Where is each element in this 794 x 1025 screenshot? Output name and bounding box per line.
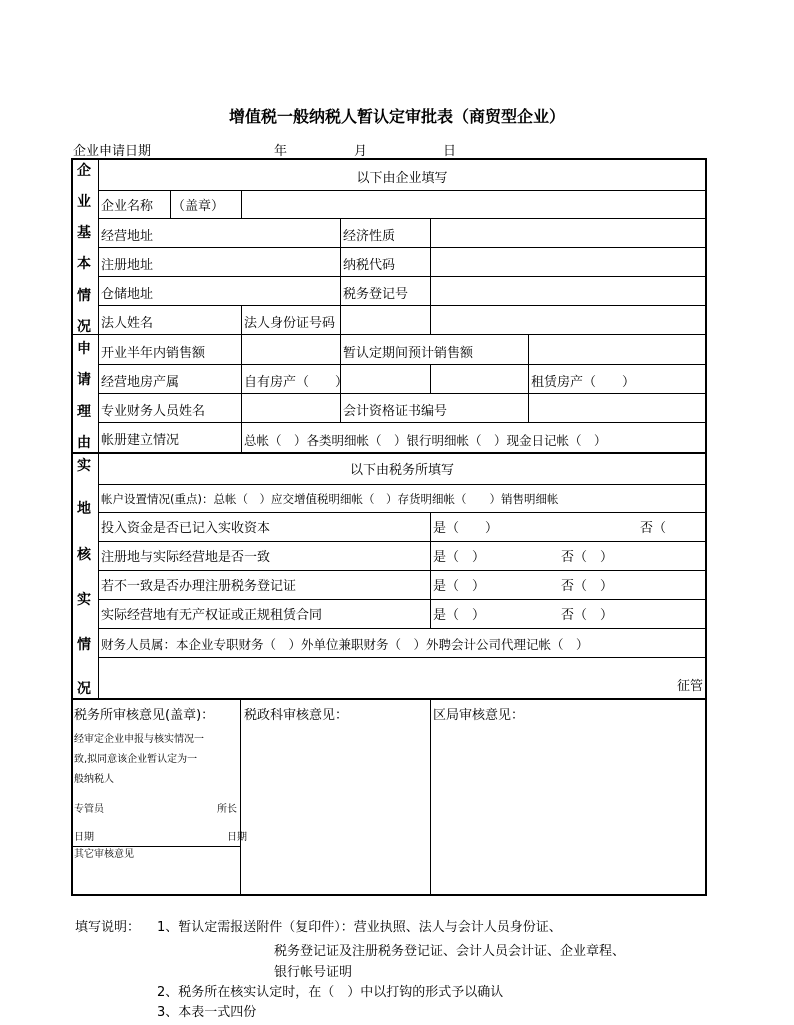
- notes-item1-line3: 银行帐号证明: [274, 965, 353, 980]
- books-status-label: 帐册建立情况: [101, 433, 180, 448]
- collection-label: 征管: [677, 679, 704, 694]
- district-review-title: 区局审核意见：: [433, 708, 525, 723]
- address-consistent-label: 注册地与实际经营地是否一致: [101, 550, 271, 565]
- enterprise-section-header: 以下由企业填写: [356, 171, 448, 186]
- apply-date-label: 企业申请日期: [73, 144, 152, 159]
- accountant-name-label: 专业财务人员姓名: [101, 404, 206, 419]
- lease-no-option: 否（ ）: [561, 608, 614, 623]
- capital-recorded-label: 投入资金是否已记入实收资本: [101, 521, 271, 536]
- finance-staff-label: 财务人员属：本企业专职财务（ ）外单位兼职财务（ ）外聘会计公司代理记帐（ ）: [101, 637, 589, 652]
- side-label-verify-5: 情: [77, 637, 91, 653]
- capital-yes-option: 是（ ）: [433, 521, 499, 536]
- consistent-no-option: 否（ ）: [561, 550, 614, 565]
- enterprise-name-label: 企业名称: [101, 199, 154, 214]
- consistent-yes-option: 是（ ）: [433, 550, 486, 565]
- tax-section-header: 以下由税务所填写: [349, 463, 454, 478]
- legal-id-label: 法人身份证号码: [244, 316, 336, 331]
- rent-property-option: 租赁房产（ ）: [531, 375, 636, 390]
- notes-label: 填写说明：: [75, 920, 141, 935]
- expected-sales-label: 暂认定期间预计销售额: [343, 346, 474, 361]
- side-label-apply-1: 申: [77, 341, 91, 357]
- other-review-label: 其它审核意见: [74, 849, 134, 860]
- notes-item1-line2: 税务登记证及注册税务登记证、会计人员会计证、企业章程、: [274, 944, 626, 959]
- apply-month-label: 月: [354, 144, 368, 159]
- side-label-verify-3: 核: [77, 547, 91, 563]
- apply-year-label: 年: [274, 144, 288, 159]
- side-label-basic-1: 企: [77, 163, 91, 179]
- account-setup-cell: [100, 490, 705, 508]
- account-setup-text: 帐户设置情况(重点)：总帐（ ）应交增值税明细帐（ ）存货明细帐（ ）销售明细帐: [101, 492, 559, 506]
- side-label-verify-6: 况: [77, 681, 91, 697]
- lease-proof-label: 实际经营地有无产权证或正规租赁合同: [101, 608, 323, 623]
- own-property-option: 自有房产（ ）: [244, 375, 349, 390]
- reg-no-option: 否（ ）: [561, 579, 614, 594]
- side-label-basic-6: 况: [77, 319, 91, 335]
- notes-item2: 2、税务所在核实认定时，在（ ）中以打钩的形式予以确认: [157, 985, 504, 1000]
- reg-yes-option: 是（ ）: [433, 579, 486, 594]
- storage-address-label: 仓储地址: [101, 287, 154, 302]
- side-label-apply-4: 由: [77, 435, 91, 451]
- side-label-verify-1: 实: [77, 458, 91, 474]
- tax-office-review-text-3: 般纳税人: [74, 774, 114, 785]
- review-date-label-2: 日期: [227, 832, 247, 843]
- form-title: 增值税一般纳税人暂认定审批表（商贸型企业）: [228, 107, 565, 126]
- notes-item1-line1: 1、暂认定需报送附件（复印件）：营业执照、法人与会计人员身份证、: [157, 920, 562, 935]
- economic-nature-label: 经济性质: [343, 229, 396, 244]
- business-address-label: 经营地址: [101, 229, 154, 244]
- side-label-verify-4: 实: [77, 592, 91, 608]
- half-year-sales-label: 开业半年内销售额: [101, 346, 206, 361]
- officer-label: 专管员: [74, 804, 104, 815]
- tax-code-label: 纳税代码: [343, 258, 396, 273]
- side-label-verify-2: 地: [77, 501, 91, 517]
- review-date-label-1: 日期: [74, 832, 94, 843]
- notes-item3: 3、本表一式四份: [157, 1005, 257, 1020]
- side-label-basic-2: 业: [77, 194, 91, 210]
- tax-office-review-text-1: 经审定企业申报与核实情况一: [74, 734, 204, 745]
- tax-office-review-text-2: 致,拟同意该企业暂认定为一: [74, 754, 198, 765]
- side-label-basic-4: 本: [77, 256, 91, 272]
- side-label-basic-3: 基: [77, 225, 91, 241]
- lease-yes-option: 是（ ）: [433, 608, 486, 623]
- tax-office-review-title: 税务所审核意见(盖章)：: [74, 708, 215, 723]
- accountant-cert-label: 会计资格证书编号: [343, 404, 448, 419]
- head-label: 所长: [217, 804, 237, 815]
- tax-reg-no-label: 税务登记号: [343, 287, 409, 302]
- seal-label: （盖章）: [172, 199, 225, 214]
- side-label-apply-3: 理: [77, 404, 91, 420]
- apply-day-label: 日: [443, 144, 457, 159]
- tax-dept-review-title: 税政科审核意见：: [244, 708, 349, 723]
- property-label: 经营地房产属: [101, 375, 180, 390]
- side-label-basic-5: 情: [77, 288, 91, 304]
- capital-no-option: 否（: [640, 521, 667, 536]
- legal-name-label: 法人姓名: [101, 316, 154, 331]
- reg-cert-label: 若不一致是否办理注册税务登记证: [101, 579, 297, 594]
- registered-address-label: 注册地址: [101, 258, 154, 273]
- side-label-apply-2: 请: [77, 372, 91, 388]
- books-options: 总帐（ ）各类明细帐（ ）银行明细帐（ ）现金日记帐（ ）: [244, 433, 607, 448]
